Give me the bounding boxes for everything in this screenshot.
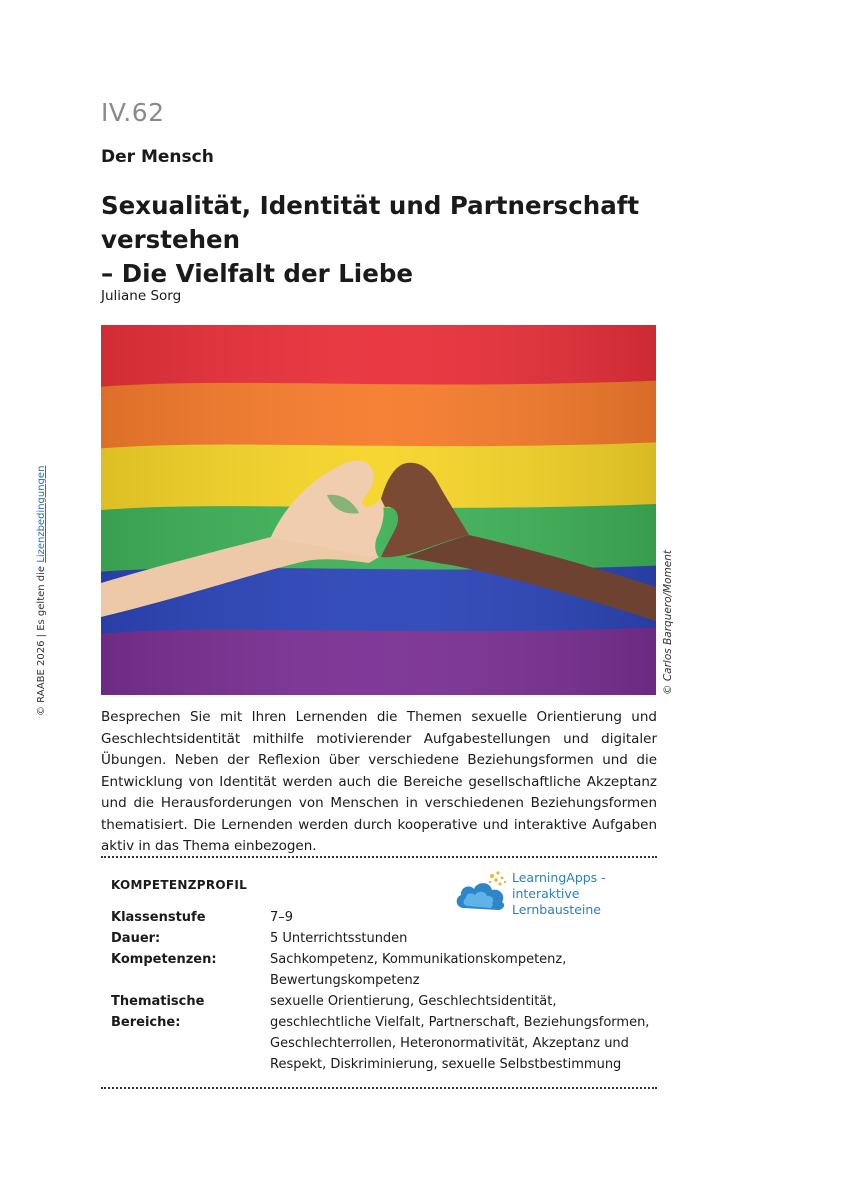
section-label: Der Mensch [101,147,214,167]
row-label: Klassenstufe [111,910,206,925]
row-value: Sachkompetenz, Kommunikationskompetenz, Bewertungskompetenz [270,952,567,988]
divider-bottom [101,1087,657,1089]
copyright-text: © RAABE 2026 | Es gelten die [36,562,47,716]
row-value: 7–9 [270,910,294,925]
row-label: Thematische Bereiche: [111,994,205,1030]
license-link[interactable]: Lizenzbedingungen [36,465,47,563]
row-value: sexuelle Orientierung, Geschlechtsidentität, geschlechtliche Vielfalt, Partnerschaft, Beziehungsformen, Geschlechterrollen, Heteronormativität, Akzeptanz und Respekt, Diskriminierung, sexuelle Selbstbestimmung [270,994,650,1072]
page-title [101,189,701,291]
cloud-icon [454,868,512,912]
learningapps-title: LearningApps - [512,870,606,885]
intro-paragraph: Besprechen Sie mit Ihren Lernenden die Themen sexuelle Orientierung und Geschlechtsidentität mithilfe motivierender Aufgabestellungen und digitaler Übungen. Neben der Reflexion über verschiedene Beziehungsformen und die Entwicklung von Identität werden auch die Bereiche gesellschaftliche Akzeptanz und die Herausforderungen von Menschen in verschiedenen Beziehungsformen thematisiert. Die Lernenden werden durch kooperative und interaktive Aufgaben aktiv in das Thema einbezogen. [101,709,657,854]
learningapps-subtitle: interaktive Lernbausteine [512,886,601,917]
author-name: Juliane Sorg [101,288,182,304]
divider-top [101,856,657,858]
kompetenzprofil-heading: KOMPETENZPROFIL [111,878,248,892]
title-line-1: Sexualität, Identität und Partnerschaft verstehen [101,191,640,254]
copyright-sidebar [36,466,47,716]
row-value: 5 Unterrichtsstunden [270,931,408,946]
rainbow-flag-hands-illustration [101,325,656,695]
cover-photo [101,325,656,695]
photo-credit: © Carlos Barquero/Moment [662,549,674,695]
title-line-2: – Die Vielfalt der Liebe [101,259,413,288]
document-code: IV.62 [101,98,165,127]
row-label: Dauer: [111,931,161,946]
row-label: Kompetenzen: [111,952,217,967]
